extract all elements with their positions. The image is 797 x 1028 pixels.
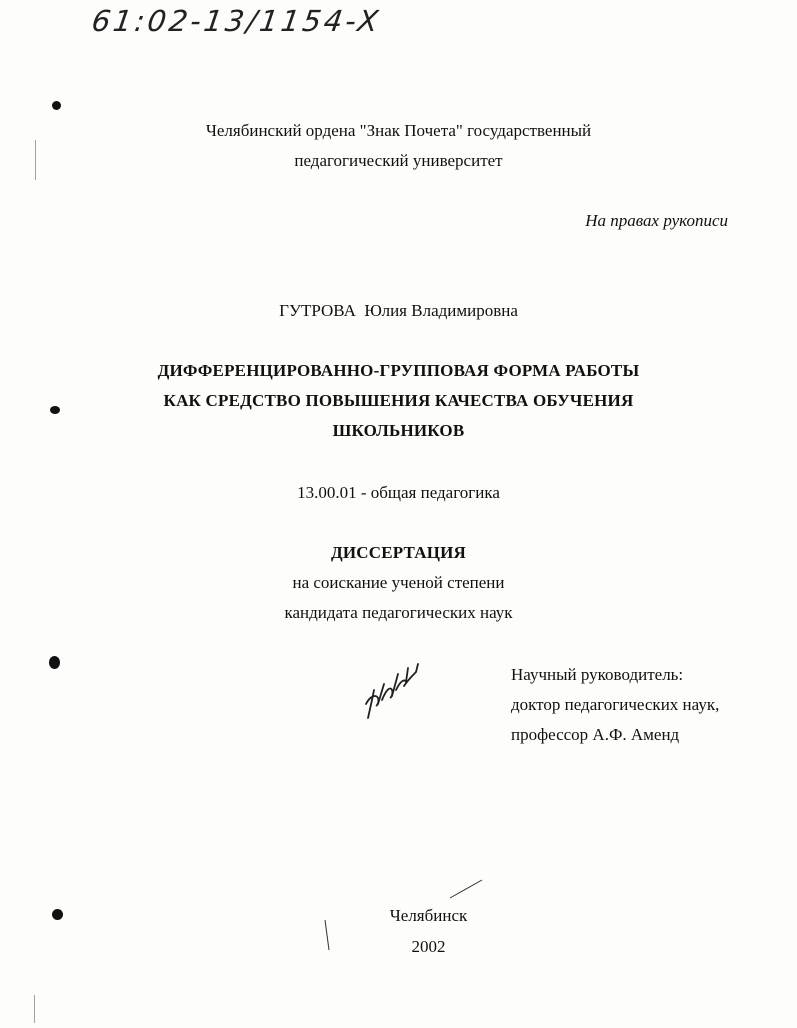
supervisor-label: Научный руководитель: xyxy=(511,665,684,684)
author-name xyxy=(0,301,797,321)
footer-year: 2002 xyxy=(411,937,446,956)
footer-city: Челябинск xyxy=(389,906,468,925)
document-type-heading: ДИССЕРТАЦИЯ xyxy=(330,543,467,562)
scan-mark-dot xyxy=(52,101,61,110)
handwritten-signature xyxy=(360,660,424,722)
title-line-2: КАК СРЕДСТВО ПОВЫШЕНИЯ КАЧЕСТВА ОБУЧЕНИЯ xyxy=(163,391,634,410)
title-line-1: ДИФФЕРЕНЦИРОВАННО-ГРУППОВАЯ ФОРМА РАБОТЫ xyxy=(157,361,640,380)
supervisor-degree: доктор педагогических наук, xyxy=(511,695,720,714)
author-given-names: Юлия Владимировна xyxy=(364,301,518,320)
scan-edge-line xyxy=(34,995,35,1023)
specialty: 13.00.01 - общая педагогика xyxy=(297,483,500,502)
author-surname: ГУТРОВА xyxy=(279,301,356,320)
institution-line-1: Челябинский ордена "Знак Почета" государственный xyxy=(205,121,592,140)
title-line-3: ШКОЛЬНИКОВ xyxy=(332,421,465,440)
scan-mark-dot xyxy=(49,656,60,669)
manuscript-note: На правах рукописи xyxy=(585,211,728,230)
document-type-line-1: на соискание ученой степени xyxy=(292,573,505,592)
supervisor-name: профессор А.Ф. Аменд xyxy=(511,725,680,744)
pen-stroke-mark xyxy=(448,878,484,900)
institution-line-2: педагогический университет xyxy=(294,151,503,170)
document-type-line-2: кандидата педагогических наук xyxy=(284,603,513,622)
archive-number: 61:02-13/1154-X xyxy=(89,4,384,38)
